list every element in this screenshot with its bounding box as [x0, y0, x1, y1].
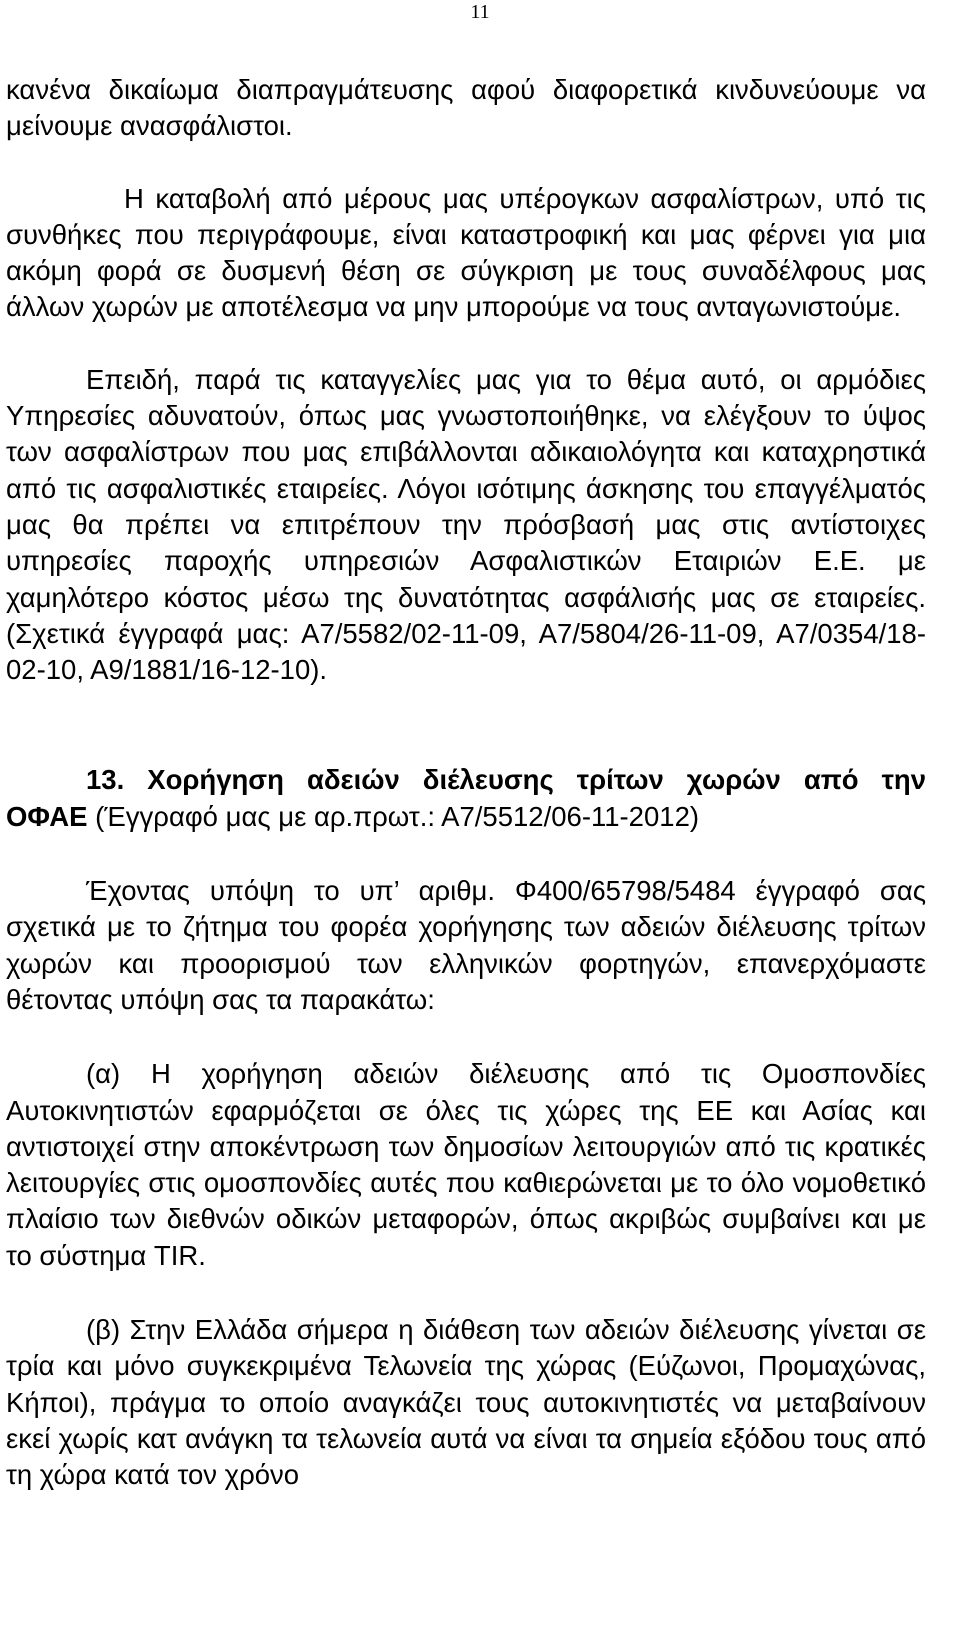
paragraph-complaints: Επειδή, παρά τις καταγγελίες μας για το θέμα αυτό, οι αρμόδιες Υπηρεσίες αδυνατούν, όπως μας γνωστοποιήθηκε, να ελέγξουν το ύψος των ασφαλίστρων που μας επιβάλλονται αδικαιολόγητα και καταχρηστικά από τις ασφαλιστικές εταιρείες. Λόγοι ισότιμης άσκησης του επαγγέλματός μας θα πρέπει να επιτρέπουν την πρόσβασή μας στις αντίστοιχες υπηρεσίες παροχής υπηρεσιών Ασφαλιστικών Εταιριών Ε.Ε. με χαμηλότερο κόστος μέσω της δυνατότητας ασφάλισής μας σε εταιρείες. (Σχετικά έγγραφά μας: Α7/5582/02-11-09, Α7/5804/26-11-09, Α7/0354/18-02-10, Α9/1881/16-12-10). — [6, 363, 926, 686]
section-number: 13. — [86, 764, 125, 796]
paragraph-intro: Έχοντας υπόψη το υπ’ αριθμ. Φ400/65798/5484 έγγραφό σας σχετικά με το ζήτημα του φορέα χορήγησης των αδειών διέλευσης τρίτων χωρών και προορισμού των ελληνικών φορτηγών, επανερχόμαστε θέτοντας υπόψη σας τα παρακάτω: — [6, 875, 926, 1015]
section-reference: (Έγγραφό μας με αρ.πρωτ.: Α7/5512/06-11-2012) — [87, 800, 700, 832]
paragraph-premiums: Η καταβολή από μέρους μας υπέρογκων ασφαλίστρων, υπό τις συνθήκες που περιγράφουμε, είναι καταστροφική και μας φέρνει για μια ακόμη φορά σε δυσμενή θέση σε σύγκριση με τους συναδέλφους μας άλλων χωρών με αποτέλεσμα να μην μπορούμε να τους ανταγωνιστούμε. — [6, 182, 926, 323]
section-title-part1: Χορήγηση αδειών διέλευσης τρίτων χωρών από την — [147, 764, 926, 796]
paragraph-continuation: κανένα δικαίωμα διαπραγμάτευσης αφού διαφορετικά κινδυνεύουμε να μείνουμε ανασφάλιστοι. — [6, 74, 926, 142]
section-heading — [6, 762, 926, 835]
document-body — [6, 72, 926, 1494]
section-title-part2: ΟΦΑΕ — [6, 800, 88, 832]
page-number: 11 — [470, 1, 490, 23]
paragraph-item-a: (α) Η χορήγηση αδειών διέλευσης από τις Ομοσπονδίες Αυτοκινητιστών εφαρμόζεται σε όλες τις χώρες της ΕΕ και Ασίας και αντιστοιχεί στην αποκέντρωση των δημοσίων λειτουργιών από τις κρατικές λειτουργίες στις ομοσπονδίες αυτές που καθιερώνεται με το όλο νομοθετικό πλαίσιο των διεθνών οδικών μεταφορών, όπως ακριβώς συμβαίνει και με το σύστημα TIR. — [6, 1058, 926, 1271]
paragraph-item-b: (β) Στην Ελλάδα σήμερα η διάθεση των αδειών διέλευσης γίνεται σε τρία και μόνο συγκεκριμένα Τελωνεία της χώρας (Εύζωνοι, Προμαχώνας, Κήποι), πράγμα το οποίο αναγκάζει τους αυτοκινητιστές να μεταβαίνουν εκεί χωρίς κατ ανάγκη τα τελωνεία αυτά να είναι τα σημεία εξόδου τους από τη χώρα κατά τον χρόνο — [6, 1314, 926, 1491]
